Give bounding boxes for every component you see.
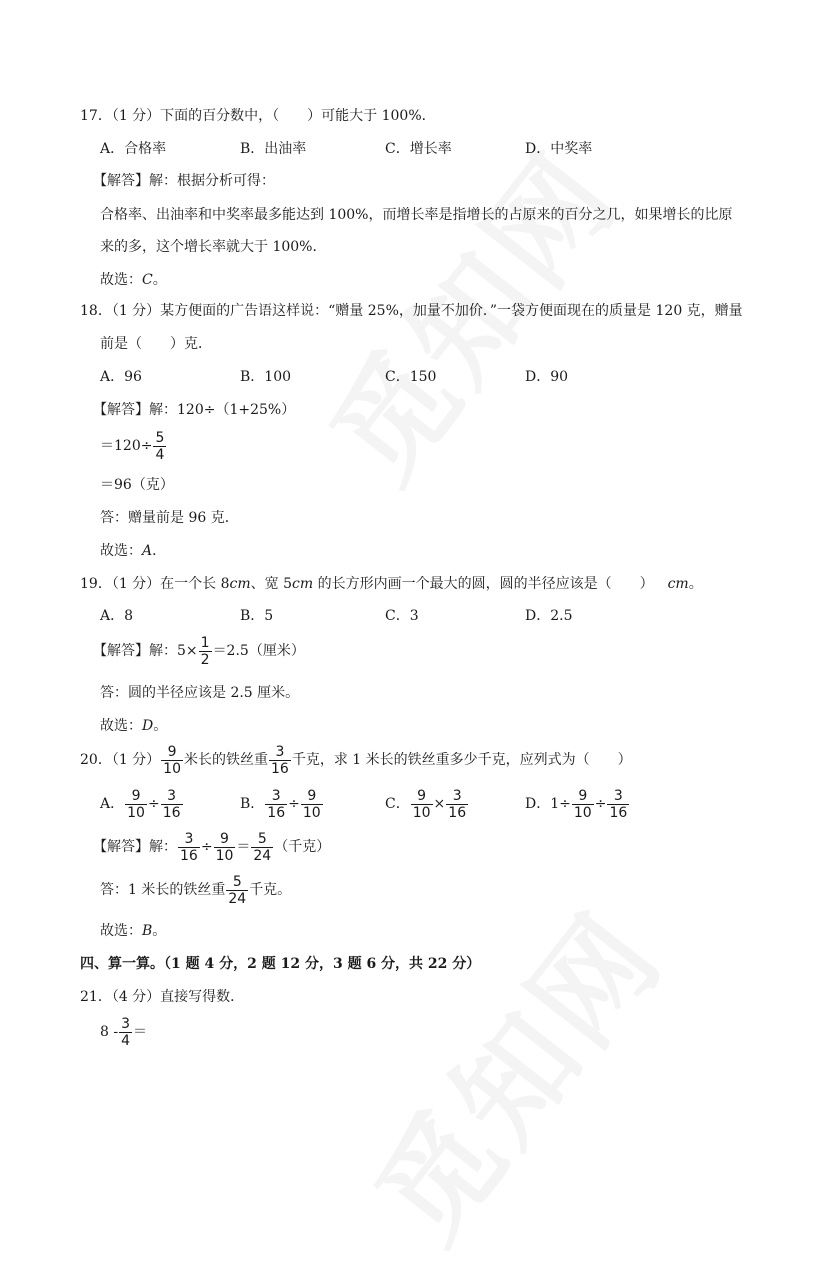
denominator: 16 — [267, 804, 286, 821]
denominator: 16 — [271, 760, 289, 777]
q17-option-c: C．增长率 — [385, 141, 452, 157]
q19-option-b: B．5 — [240, 608, 274, 624]
numerator: 9 — [167, 743, 177, 760]
q21-stem: 21．（4 分）直接写得数． — [80, 989, 245, 1005]
denominator: 24 — [228, 890, 247, 907]
denominator: 4 — [121, 1032, 131, 1049]
choice-letter: C — [142, 272, 153, 288]
fraction — [607, 788, 629, 821]
q18-stem-line1: 18．（1 分）某方便面的广告语这样说：“赠量 25%，加量不加价．”一袋方便面现在的质量是 120 克，赠量 — [80, 303, 743, 319]
q20-option-a — [100, 786, 184, 822]
numerator: 9 — [417, 787, 427, 804]
q18-choice — [100, 541, 166, 561]
choice-prefix: 故选： — [100, 923, 142, 939]
numerator: 9 — [578, 787, 588, 804]
stem-part-c: 的长方形内画一个最大的圆，圆的半径应该是（ ） — [313, 576, 654, 592]
fraction — [161, 744, 183, 777]
fraction — [411, 788, 433, 821]
q18-solution-line1: 【解答】解：120÷（1+25%） — [93, 402, 296, 418]
fraction — [265, 788, 287, 821]
denominator: 10 — [573, 804, 592, 821]
choice-prefix: 故选： — [100, 543, 142, 559]
denominator: 10 — [302, 804, 321, 821]
denominator: 16 — [180, 847, 198, 864]
denominator: 10 — [163, 760, 181, 777]
denominator: 10 — [215, 847, 234, 864]
operator: ÷ — [594, 796, 607, 812]
choice-prefix: 故选： — [100, 718, 142, 734]
q18-solution-line3: ＝96（克） — [100, 477, 174, 493]
q20-option-c — [385, 786, 469, 822]
q20-option-d — [525, 786, 630, 822]
option-label: D． — [525, 796, 551, 812]
expr-prefix: ＝120÷ — [100, 438, 153, 454]
q18-option-d: D．90 — [525, 369, 569, 385]
q19-option-c: C．3 — [385, 608, 419, 624]
numerator: 3 — [271, 787, 281, 804]
fraction — [226, 874, 248, 907]
q20-solution — [93, 829, 330, 865]
unit-cm: cm — [292, 576, 314, 592]
option-label: B． — [240, 796, 265, 812]
q17-option-a: A．合格率 — [100, 141, 167, 157]
stem-part-b: 、宽 5 — [250, 576, 293, 592]
unit-cm: cm — [229, 576, 251, 592]
expr-suffix: ＝ — [133, 1024, 148, 1040]
solution-suffix: ＝2.5（厘米） — [212, 643, 305, 659]
q20-stem — [80, 742, 632, 778]
denominator: 4 — [155, 446, 165, 463]
choice-letter: D — [142, 718, 154, 734]
q17-choice — [100, 270, 167, 290]
numerator: 5 — [232, 873, 242, 890]
fraction — [269, 744, 291, 777]
denominator: 2 — [200, 651, 210, 668]
operator: ÷ — [147, 796, 160, 812]
numerator: 3 — [121, 1015, 131, 1032]
operator: × — [433, 796, 446, 812]
choice-suffix: 。 — [152, 923, 167, 939]
solution-prefix: 【解答】解：5× — [93, 643, 198, 659]
q19-solution — [93, 633, 305, 669]
choice-prefix: 故选： — [100, 272, 142, 288]
answer-suffix: 千克。 — [249, 882, 292, 898]
denominator: 16 — [162, 804, 181, 821]
option-label: A． — [100, 796, 125, 812]
numerator: 9 — [131, 787, 141, 804]
numerator: 3 — [275, 743, 285, 760]
numerator: 9 — [307, 787, 317, 804]
fraction — [214, 831, 236, 864]
denominator: 10 — [127, 804, 145, 821]
numerator: 1 — [200, 634, 210, 651]
option-prefix: 1÷ — [550, 796, 571, 812]
q18-option-b: B．100 — [240, 369, 292, 385]
numerator: 5 — [257, 830, 267, 847]
q17-option-d: D．中奖率 — [525, 141, 593, 157]
q19-option-d: D．2.5 — [525, 608, 573, 624]
q17-solution-line3: 来的多，这个增长率就大于 100%． — [100, 239, 327, 255]
numerator: 3 — [613, 787, 623, 804]
q20-option-b — [240, 786, 324, 822]
numerator: 3 — [452, 787, 462, 804]
denominator: 10 — [412, 804, 431, 821]
fraction — [161, 788, 183, 821]
q19-option-a: A．8 — [100, 608, 134, 624]
q21-expression — [100, 1014, 147, 1050]
q18-stem-line2: 前是（ ）克． — [100, 336, 212, 352]
q18-solution-line2 — [100, 428, 167, 464]
numerator: 3 — [184, 830, 194, 847]
fraction — [572, 788, 594, 821]
q19-choice — [100, 716, 167, 736]
fraction — [125, 788, 147, 821]
unit-cm: cm — [667, 576, 689, 592]
numerator: 9 — [220, 830, 229, 847]
watermark-bottom — [330, 872, 693, 1270]
fraction — [199, 635, 212, 668]
choice-letter: B — [142, 923, 153, 939]
q19-stem — [80, 574, 703, 594]
choice-suffix: 。 — [152, 272, 167, 288]
equals: ＝ — [236, 839, 251, 855]
section-heading: 四、算一算。（1 题 4 分，2 题 12 分，3 题 6 分，共 22 分） — [80, 956, 481, 972]
operator: ÷ — [288, 796, 300, 812]
q19-answer: 答：圆的半径应该是 2.5 厘米。 — [100, 685, 300, 701]
denominator: 16 — [609, 804, 628, 821]
q18-answer: 答：赠量前是 96 克． — [100, 510, 239, 526]
q20-choice — [100, 921, 166, 941]
q17-stem: 17．（1 分）下面的百分数中，（ ）可能大于 100%． — [80, 108, 436, 124]
q17-solution-line2: 合格率、出油率和中奖率最多能达到 100%，而增长率是指增长的占原来的百分之几，如果增长的比原 — [100, 207, 733, 223]
choice-suffix: ． — [152, 543, 167, 559]
answer-prefix: 答：1 米长的铁丝重 — [100, 882, 226, 898]
solution-suffix: （千克） — [274, 839, 331, 855]
stem-mid: 米长的铁丝重 — [184, 752, 268, 768]
solution-prefix: 【解答】解： — [93, 839, 177, 855]
numerator: 3 — [167, 787, 177, 804]
stem-prefix: 20．（1 分） — [80, 752, 161, 768]
q17-solution-line1: 【解答】解：根据分析可得： — [93, 173, 275, 189]
fraction — [446, 788, 468, 821]
q18-option-c: C．150 — [385, 369, 437, 385]
fraction — [153, 430, 166, 463]
stem-end: 。 — [688, 576, 703, 592]
fraction — [119, 1016, 132, 1049]
choice-letter: A — [142, 543, 153, 559]
choice-suffix: 。 — [153, 718, 168, 734]
fraction — [251, 831, 273, 864]
q20-answer — [100, 872, 291, 908]
option-label: C． — [385, 796, 410, 812]
stem-part-a: 19．（1 分）在一个长 8 — [80, 576, 230, 592]
operator: ÷ — [200, 839, 213, 855]
fraction — [301, 788, 323, 821]
stem-suffix: 千克，求 1 米长的铁丝重多少千克，应列式为（ ） — [291, 752, 632, 768]
expr-prefix: 8 - — [100, 1024, 119, 1040]
denominator: 16 — [448, 804, 467, 821]
q17-option-b: B．出油率 — [240, 141, 307, 157]
denominator: 24 — [253, 847, 272, 864]
q18-option-a: A．96 — [100, 369, 142, 385]
fraction — [178, 831, 200, 864]
numerator: 5 — [155, 429, 165, 446]
